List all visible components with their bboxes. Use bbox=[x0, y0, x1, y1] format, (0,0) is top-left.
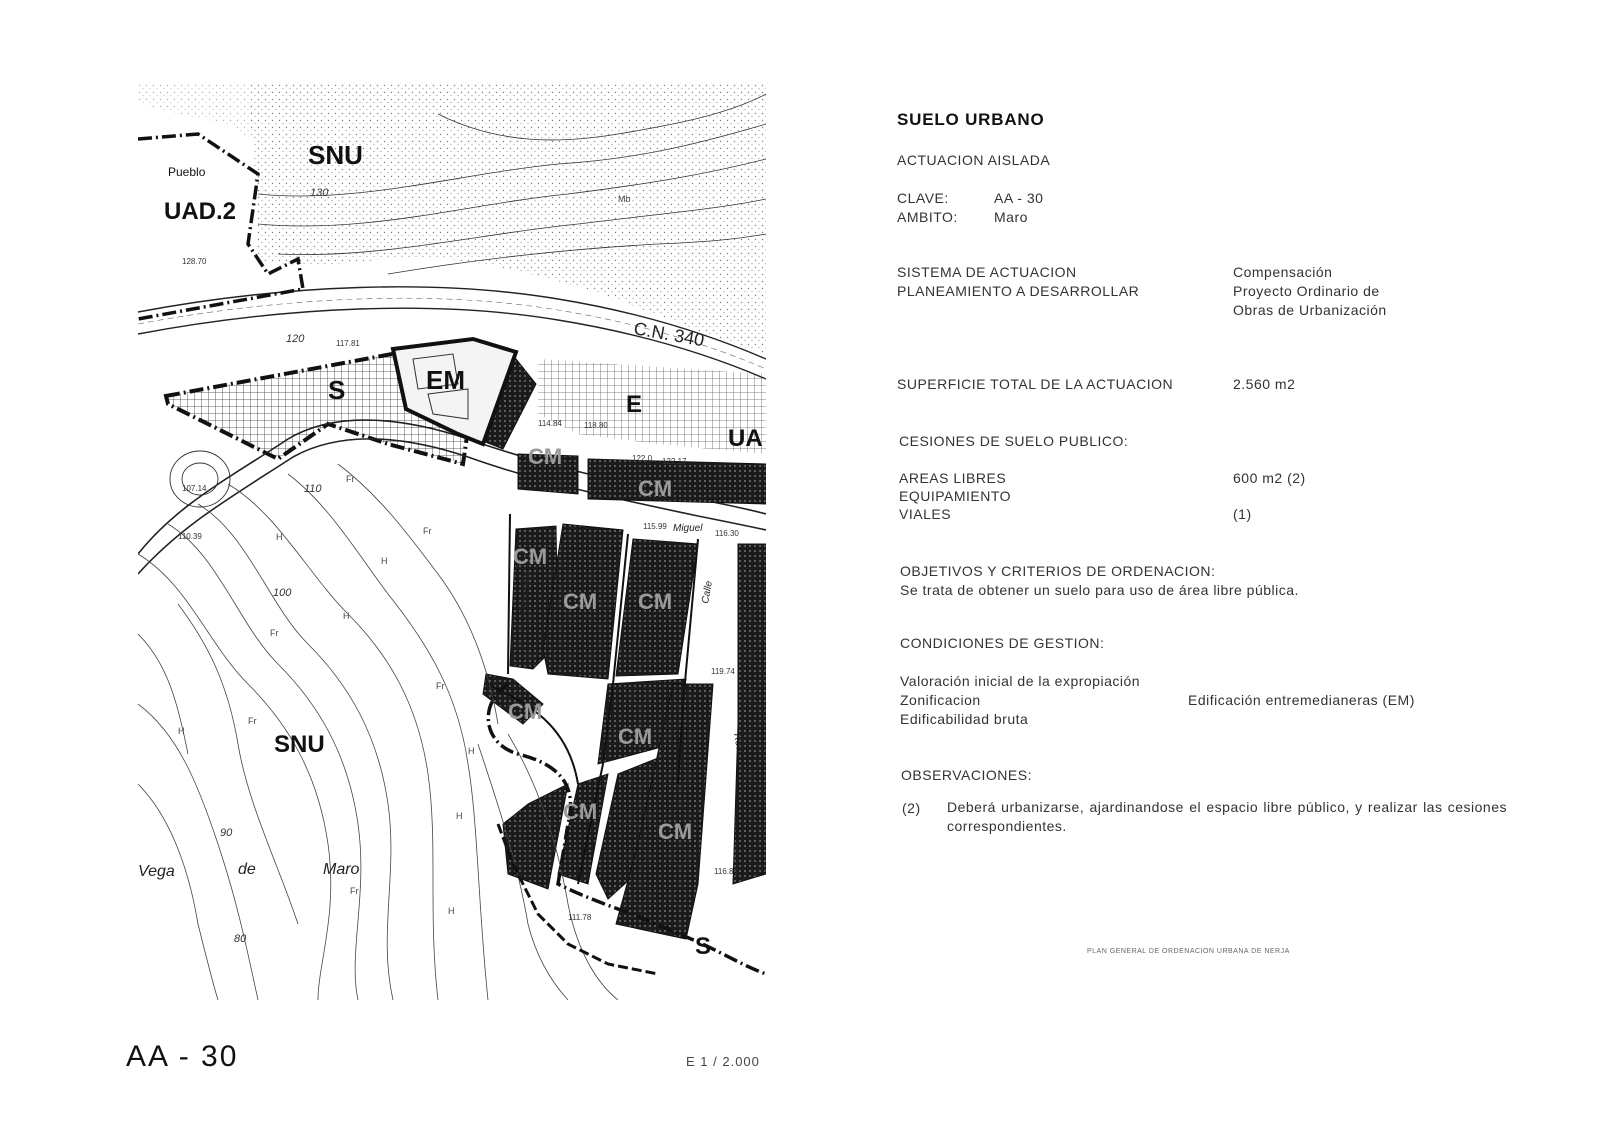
place-label-vega: Vega bbox=[138, 863, 175, 880]
spot-height-7: 107.14 bbox=[182, 484, 207, 493]
spot-height-1: 128.70 bbox=[182, 257, 207, 266]
land-use-h-6: H bbox=[178, 726, 185, 736]
land-use-h-5: H bbox=[456, 811, 463, 821]
sistema-label: SISTEMA DE ACTUACION bbox=[897, 264, 1077, 280]
ambito-value: Maro bbox=[994, 209, 1028, 225]
superficie-value: 2.560 m2 bbox=[1233, 376, 1296, 392]
spot-height-8: 110.39 bbox=[178, 532, 202, 541]
road-label-n340: C.N. 340 bbox=[632, 318, 706, 351]
sheet-subtitle: ACTUACION AISLADA bbox=[897, 152, 1051, 168]
zone-label-snu-south: SNU bbox=[274, 731, 325, 758]
zone-label-cm-6: CM bbox=[508, 699, 543, 724]
zone-label-cm-1: CM bbox=[528, 444, 563, 469]
zone-label-cm-2: CM bbox=[638, 476, 673, 501]
edificabilidad-label: Edificabilidad bruta bbox=[900, 711, 1029, 727]
valoracion-label: Valoración inicial de la expropiación bbox=[900, 673, 1141, 689]
contour-label-80: 80 bbox=[234, 933, 247, 945]
spot-height-12: 111.78 bbox=[568, 913, 592, 922]
zone-label-s-south: S bbox=[695, 933, 712, 960]
areas-libres-value: 600 m2 (2) bbox=[1233, 470, 1306, 486]
clave-label: CLAVE: bbox=[897, 190, 949, 206]
zone-label-e: E bbox=[626, 391, 643, 418]
zone-label-s-west: S bbox=[328, 375, 346, 405]
contour-label-130: 130 bbox=[310, 187, 329, 199]
sistema-value: Compensación bbox=[1233, 264, 1333, 280]
land-use-h-4: H bbox=[468, 746, 475, 756]
equipamiento-label: EQUIPAMIENTO bbox=[899, 488, 1012, 504]
viales-value: (1) bbox=[1233, 506, 1252, 522]
zone-label-snu-north: SNU bbox=[308, 140, 363, 170]
land-use-fr-1: Fr bbox=[346, 474, 355, 484]
map-drawing bbox=[138, 84, 766, 1000]
place-label-de: de bbox=[238, 861, 256, 878]
land-use-fr-4: Fr bbox=[248, 716, 257, 726]
zone-label-uad2: UAD.2 bbox=[164, 198, 237, 225]
clave-value: AA - 30 bbox=[994, 190, 1044, 206]
planeamiento-label: PLANEAMIENTO A DESARROLLAR bbox=[897, 283, 1140, 299]
spot-height-9: 115.99 bbox=[643, 522, 667, 531]
urban-plan-map bbox=[138, 84, 766, 1000]
objetivos-title: OBJETIVOS Y CRITERIOS DE ORDENACION: bbox=[900, 563, 1216, 579]
zonificacion-label: Zonificacion bbox=[900, 692, 981, 708]
street-label-miguel: Miguel bbox=[673, 523, 703, 534]
street-label-calle: Calle bbox=[700, 580, 715, 605]
zone-label-cm-3: CM bbox=[513, 544, 548, 569]
land-use-h-2: H bbox=[381, 556, 388, 566]
street-label-carretera: Carretera bbox=[518, 571, 533, 615]
zone-label-cm-4: CM bbox=[563, 589, 598, 614]
spot-height-10: 116.30 bbox=[715, 529, 739, 538]
observacion-text: Deberá urbanizarse, ajardinandose el espacio libre público, y realizar las cesiones correspondientes. bbox=[947, 799, 1507, 834]
street-label-real: Real bbox=[731, 732, 746, 755]
sheet-code: AA - 30 bbox=[126, 1040, 239, 1073]
condiciones-title: CONDICIONES DE GESTION: bbox=[900, 635, 1105, 651]
superficie-label: SUPERFICIE TOTAL DE LA ACTUACION bbox=[897, 376, 1174, 392]
land-use-fr-3: Fr bbox=[423, 526, 432, 536]
cesiones-title: CESIONES DE SUELO PUBLICO: bbox=[899, 433, 1129, 449]
zone-label-cm-5: CM bbox=[638, 589, 673, 614]
areas-libres-label: AREAS LIBRES bbox=[899, 470, 1007, 486]
zone-label-em: EM bbox=[426, 365, 465, 395]
land-use-h-3: H bbox=[343, 611, 350, 621]
land-use-fr-2: Fr bbox=[270, 628, 279, 638]
contour-label-100: 100 bbox=[273, 587, 292, 599]
ambito-label: AMBITO: bbox=[897, 209, 958, 225]
contour-label-120: 120 bbox=[286, 333, 305, 345]
zone-label-pueblo: Pueblo bbox=[168, 165, 206, 179]
plan-general-label: PLAN GENERAL DE ORDENACION URBANA DE NERJA bbox=[1087, 948, 1290, 955]
objetivos-text: Se trata de obtener un suelo para uso de área libre pública. bbox=[900, 582, 1299, 598]
spot-height-4: 118.80 bbox=[584, 421, 608, 430]
contour-label-110: 110 bbox=[304, 483, 322, 495]
spot-height-2: 117.81 bbox=[336, 339, 360, 348]
land-use-fr-5: Fr bbox=[436, 681, 445, 691]
land-use-fr-6: Fr bbox=[350, 886, 359, 896]
zonificacion-value: Edificación entremedianeras (EM) bbox=[1188, 692, 1415, 708]
spot-height-6: 122.17 bbox=[662, 457, 687, 466]
planeamiento-value-2: Obras de Urbanización bbox=[1233, 302, 1387, 318]
land-use-h-7: H bbox=[448, 906, 455, 916]
place-label-maro: Maro bbox=[323, 861, 360, 878]
spot-height-13: 116.85 bbox=[714, 867, 738, 876]
sheet-title: SUELO URBANO bbox=[897, 110, 1045, 129]
zone-label-cm-7: CM bbox=[618, 724, 653, 749]
contour-label-90: 90 bbox=[220, 827, 233, 839]
zone-label-cm-8: CM bbox=[563, 799, 598, 824]
spot-height-11: 119.74 bbox=[711, 667, 735, 676]
spot-height-5: 122.0 bbox=[632, 454, 653, 463]
map-scale: E 1 / 2.000 bbox=[686, 1054, 760, 1069]
planeamiento-value-1: Proyecto Ordinario de bbox=[1233, 283, 1380, 299]
land-use-mb: Mb bbox=[618, 194, 631, 204]
observacion-number: (2) bbox=[902, 800, 921, 816]
land-use-h-1: H bbox=[276, 532, 283, 542]
observaciones-title: OBSERVACIONES: bbox=[901, 767, 1032, 783]
zone-label-ua: UA bbox=[728, 425, 763, 452]
zone-label-cm-9: CM bbox=[658, 819, 693, 844]
spot-height-3: 114.84 bbox=[538, 419, 562, 428]
viales-label: VIALES bbox=[899, 506, 952, 522]
